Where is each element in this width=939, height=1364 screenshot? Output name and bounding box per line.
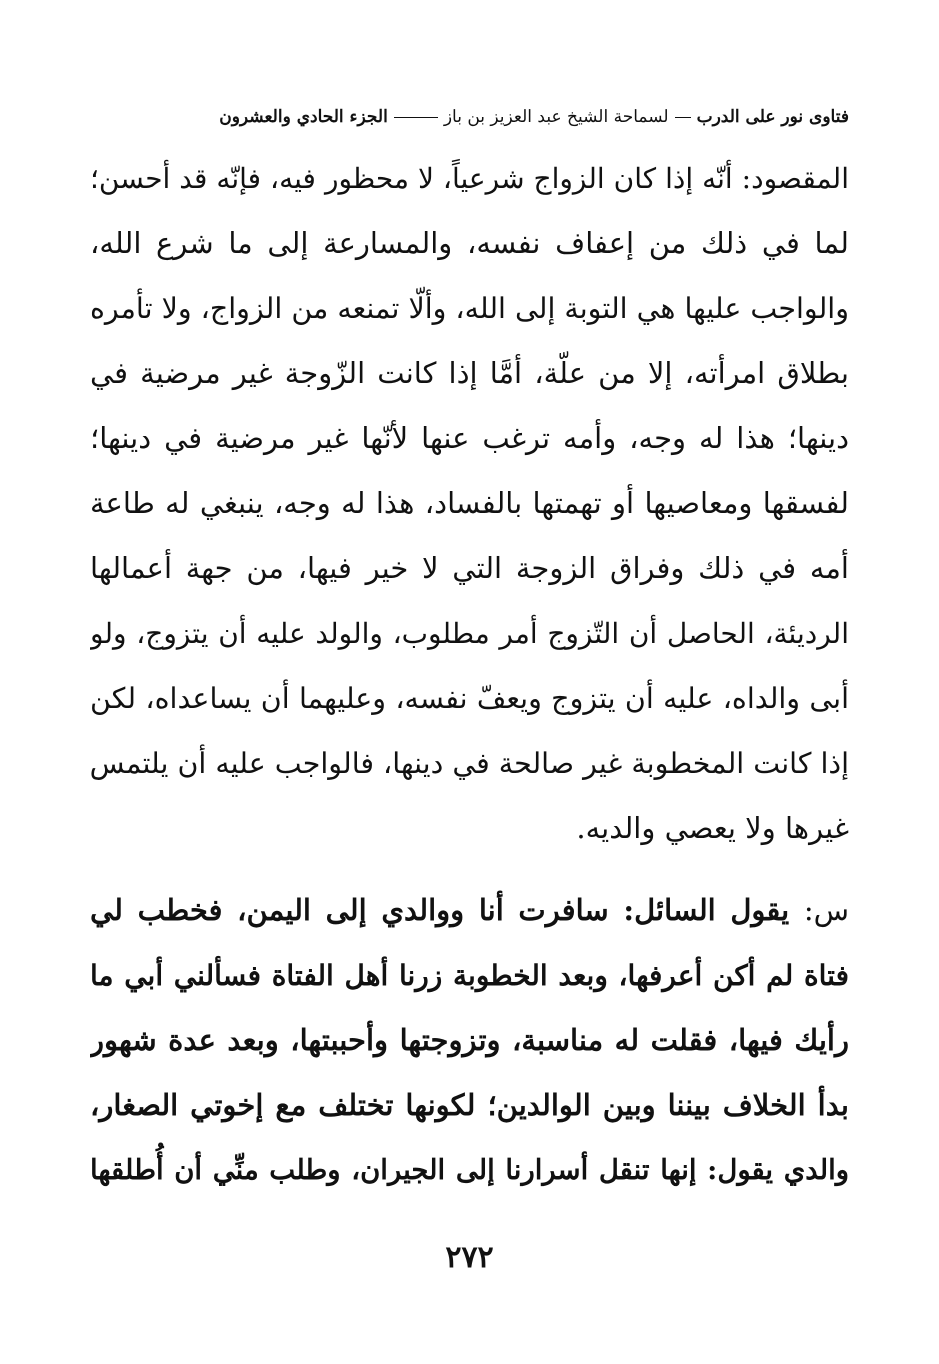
answer-paragraph (90, 146, 849, 861)
question-label: س: (803, 893, 849, 927)
text-line: دينها؛ هذا له وجه، وأمه ترغب عنها لأنّها غير مرضية في دينها؛ (90, 421, 849, 455)
question-paragraph (90, 878, 849, 1203)
text-line: إذا كانت المخطوبة غير صالحة في دينها، فالواجب عليه أن يلتمس (90, 747, 849, 780)
text-line: لما في ذلك من إعفاف نفسه، والمسارعة إلى ما شرع الله، (90, 226, 849, 260)
text-line: المقصود: أنّه إذا كان الزواج شرعياً، لا محظور فيه، فإنّه قد أحسن؛ (90, 162, 849, 195)
text-line: غيرها ولا يعصي والديه. (576, 811, 849, 845)
text-line: الرديئة، الحاصل أن التّزوج أمر مطلوب، والولد عليه أن يتزوج، ولو (90, 617, 849, 650)
text-line: فتاة لم أكن أعرفها، وبعد الخطوبة زرنا أهل الفتاة فسألني أبي ما (90, 959, 849, 992)
header-separator (394, 117, 438, 118)
question-text: يقول السائل: سافرت أنا ووالدي إلى اليمن، فخطب لي (90, 893, 790, 927)
text-line: رأيك فيها، فقلت له مناسبة، وتزوجتها وأحببتها، وبعد عدة شهور (90, 1023, 849, 1057)
text-line: أبى والداه، عليه أن يتزوج ويعفّ نفسه، وعليهما أن يساعداه، لكن (90, 682, 849, 715)
question-first-line (90, 878, 849, 943)
text-line: والدي يقول: إنها تنقل أسرارنا إلى الجيران، وطلب منِّي أن أُطلقها (90, 1154, 849, 1186)
text-line: بدأ الخلاف بيننا وبين الوالدين؛ لكونها تختلف مع إخوتي الصغار، (90, 1088, 849, 1122)
text-line: بطلاق امرأته، إلا من علّة، أمَّا إذا كانت الزّوجة غير مرضية في (90, 356, 849, 390)
author-name: لسماحة الشيخ عبد العزيز بن باز (443, 107, 669, 127)
running-header (90, 104, 849, 130)
volume-part: الجزء الحادي والعشرون (219, 107, 388, 127)
text-line: لفسقها ومعاصيها أو تهمتها بالفساد، هذا له وجه، ينبغي له طاعة (90, 486, 849, 520)
page-number: ٢٧٢ (445, 1240, 494, 1275)
book-title: فتاوى نور على الدرب (696, 107, 849, 127)
text-line: والواجب عليها هي التوبة إلى الله، وألّا تمنعه من الزواج، ولا تأمره (90, 292, 849, 325)
header-separator (675, 117, 691, 118)
text-line: أمه في ذلك وفراق الزوجة التي لا خير فيها، من جهة أعمالها (90, 551, 849, 585)
